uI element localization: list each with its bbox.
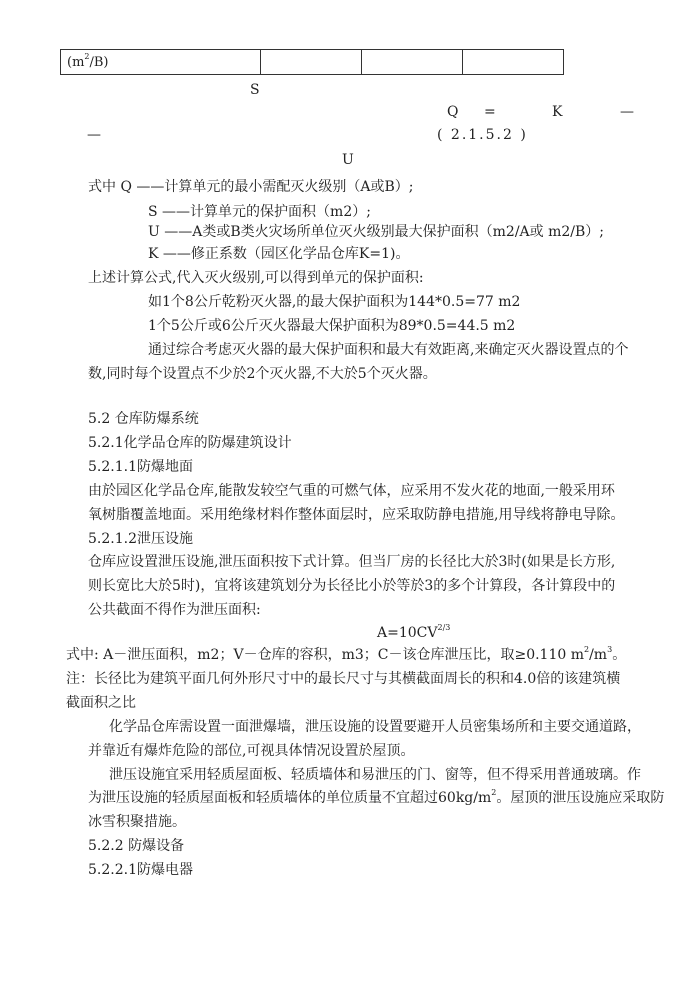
paragraph-relief-line1: 仓库应设置泄压设施,泄压面积按下式计算。但当厂房的长径比大於3时(如果是长方形, [88,554,616,570]
def-u: U ——A类或B类火灾场所单位灭火级别最大保护面积（m2/A或 m2/B）; [148,224,605,240]
note-line1: 注：长径比为建筑平面几何外形尺寸中的最长尺寸与其横截面周长的积和4.0倍的该建筑横 [66,671,621,687]
def-s: S ——计算单元的保护面积（m2）; [148,204,371,220]
table-row [61,50,564,75]
note-line2: 截面积之比 [66,695,136,711]
formula-s: S [250,82,260,98]
heading-5-2-1: 5.2.1化学品仓库的防爆建筑设计 [88,435,292,451]
table-cell [463,50,564,75]
def-k: K ——修正系数（园区化学品仓库K=1)。 [148,246,410,262]
table-cell-unit: $(m^2/B)$ [61,50,261,75]
calc-intro: 上述计算公式,代入灭火级别,可以得到单元的保护面积: [88,270,424,286]
paragraph-blast-wall-line1: 化学品仓库需设置一面泄爆墙，泄压设施的设置要避开人员密集场所和主要交通道路， [109,719,641,735]
paragraph-floor-line2: 氧树脂覆盖地面。采用绝缘材料作整体面层时，应采取防静电措施,用导线将静电导除。 [88,507,625,523]
def-q: 式中 Q ——计算单元的最小需配灭火级别（A或B）; [88,179,414,195]
paragraph-materials-line1: 泄压设施宜采用轻质屋面板、轻质墙体和易泄压的门、窗等，但不得采用普通玻璃。作 [109,767,641,783]
table-cell [362,50,463,75]
heading-5-2-1-2: 5.2.1.2泄压设施 [88,531,193,547]
calc-paragraph-line2: 数,同时每个设置点不少於2个灭火器,不大於5个灭火器。 [88,366,437,382]
formula-q: Q [447,104,459,120]
calc-paragraph-line1: 通过综合考虑灭火器的最大保护面积和最大有效距离,来确定灭火器设置点的个 [148,342,629,358]
heading-5-2-2-1: 5.2.2.1防爆电器 [88,862,193,878]
heading-5-2-1-1: 5.2.1.1防爆地面 [88,459,193,475]
calc-example-1: 如1个8公斤乾粉灭火器,的最大保护面积为144*0.5=77 m2 [148,294,521,310]
formula-variables: 式中: A－泄压面积，m2；V－仓库的容积，m3；C－该仓库泄压比，取≥0.110 $m^2/m^3$。 [66,645,627,663]
formula-dash-right: — [620,104,634,120]
top-table [60,49,564,75]
formula-relief-area: $A=10CV^{2/3}$ [377,623,451,641]
paragraph-relief-line3: 公共截面不得作为泄压面积: [88,602,261,618]
formula-k: K [552,104,563,120]
paragraph-materials-line3: 冰雪积聚措施。 [88,814,186,830]
paragraph-floor-line1: 由於园区化学品仓库,能散发较空气重的可燃气体，应采用不发火花的地面,一般采用环 [88,483,615,499]
paragraph-blast-wall-line2: 并靠近有爆炸危险的部位,可视具体情况设置於屋顶。 [88,743,415,759]
heading-5-2: 5.2 仓库防爆系统 [88,411,199,427]
formula-number: ( 2.1.5.2 ) [437,127,528,143]
formula-equals: = [484,104,496,120]
paragraph-materials-line2: 为泄压设施的轻质屋面板和轻质墙体的单位质量不宜超过$60kg/m^2$。屋顶的泄压设施应采取防 [88,788,665,806]
paragraph-relief-line2: 则长宽比大於5时)，宜将该建筑划分为长径比小於等於3的多个计算段，各计算段中的 [88,578,616,594]
formula-u: U [342,152,354,168]
heading-5-2-2: 5.2.2 防爆设备 [88,838,185,854]
table-cell [261,50,362,75]
calc-example-2: 1个5公斤或6公斤灭火器最大保护面积为89*0.5=44.5 m2 [148,318,516,334]
formula-dash-left: — [87,127,101,143]
